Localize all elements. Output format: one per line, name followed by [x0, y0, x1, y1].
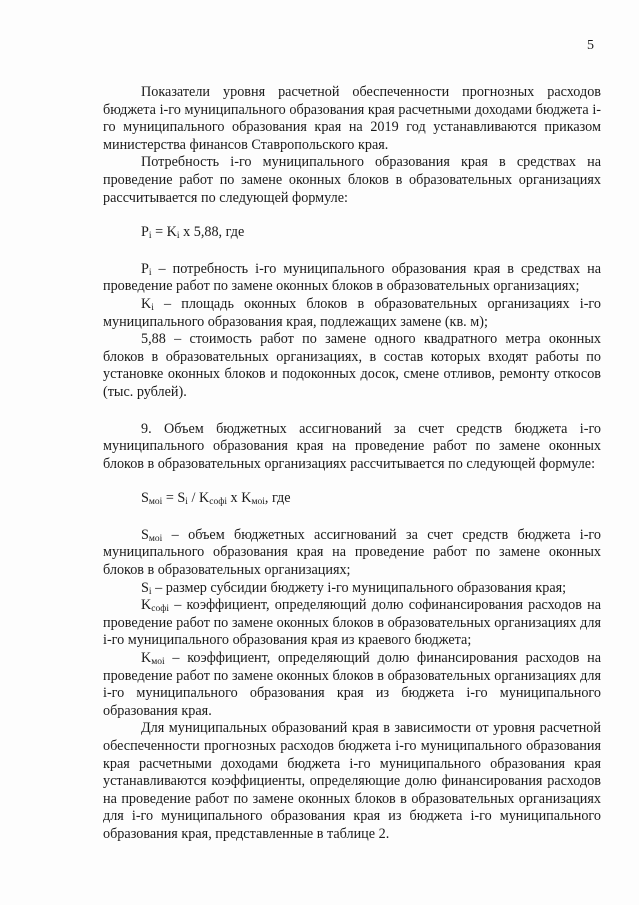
definition-s-moi: $S_{моi}$ – объем бюджетных ассигнований за счет средств бюджета i-го муниципального образования края на проведение работ по замене оконных блоков в образовательных организациях;	[103, 526, 601, 579]
paragraph-section-9: 9. Объем бюджетных ассигнований за счет средств бюджета i-го муниципального образования края на проведение работ по замене оконных блоков в образовательных организациях рассчитывается по следующей формуле:	[103, 420, 601, 472]
definition-k-sofi: $K_{софi}$ – коэффициент, определяющий долю софинансирования расходов на проведение работ по замене оконных блоков в образовательных организациях для i-го муниципального образования края из краевого бюджета;	[103, 597, 601, 649]
definition-k-moi: $K_{моi}$ – коэффициент, определяющий долю финансирования расходов на проведение работ по замене оконных блоков в образовательных организациях для i-го муниципального образования края из бюджета i-го муниципального образования края.	[103, 650, 601, 719]
definition-p-i: $P_i$ – потребность i-го муниципального образования края в средствах на проведение работ по замене оконных блоков в образовательных организациях;	[103, 260, 601, 295]
paragraph-need-formula-intro: Потребность i-го муниципального образования края в средствах на проведение работ по замене оконных блоков в образовательных организациях рассчитывается по следующей формуле:	[103, 154, 601, 206]
formula-budget-allocation: $S_{моi} = S_i / K_{софi}$ х $K_{моi}$, где	[141, 490, 291, 508]
formula-need: $P_i = K_i$ х 5,88, где	[141, 224, 245, 242]
paragraph-expenditure-indicators: Показатели уровня расчетной обеспеченности прогнозных расходов бюджета i-го муниципального образования края расчетными доходами бюджета i-го муниципального образования края на 2019 год устанавливаются приказом министерства финансов Ставропольского края.	[103, 84, 601, 153]
definition-s-i: $S_i$ – размер субсидии бюджету i-го муниципального образования края;	[141, 579, 567, 597]
paragraph-coefficients-table-2: Для муниципальных образований края в зависимости от уровня расчетной обеспеченности прогнозных расходов бюджета i-го муниципального образования края расчетными доходами бюджета i-го муниципального образования края устанавливаются коэффициенты, определяющие долю финансирования расходов на проведение работ по замене оконных блоков в образовательных организациях для i-го муниципального образования края из бюджета i-го муниципального образования края, представленные в таблице 2.	[103, 720, 601, 842]
definition-5-88: 5,88 – стоимость работ по замене одного квадратного метра оконных блоков в образовательных организациях, в состав которых входят работы по установке оконных блоков и подоконных досок, смене отливов, ремонту откосов (тыс. рублей).	[103, 331, 601, 400]
page-number: 5	[587, 38, 594, 53]
document-body	[103, 84, 601, 844]
definition-k-i: $K_i$ – площадь оконных блоков в образовательных организациях i-го муниципального образования края, подлежащих замене (кв. м);	[103, 295, 601, 330]
